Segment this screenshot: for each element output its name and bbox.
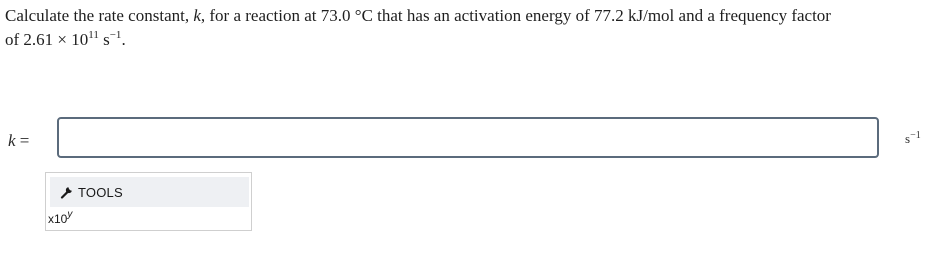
question-line2-prefix: of 2.61 × 10 (5, 30, 89, 49)
answer-variable-label (8, 131, 29, 151)
question-end: . (121, 30, 126, 49)
question-exponent: 11 (88, 29, 99, 41)
answer-variable-k: k (8, 131, 16, 150)
question-text (5, 4, 925, 54)
question-unit-exponent: −1 (109, 29, 122, 41)
scientific-notation-base: x10 (48, 212, 68, 226)
scientific-notation-exponent: y (67, 209, 73, 220)
answer-unit: s (905, 131, 911, 146)
tools-panel (45, 172, 252, 231)
question-line1-prefix: Calculate the rate constant, (5, 6, 194, 25)
answer-unit-label (905, 131, 921, 147)
answer-unit-exponent: −1 (910, 130, 921, 141)
question-line1-mid: , for a reaction at 73.0 °C that has an activation energy of 77.2 kJ/mol and a frequency factor (200, 6, 831, 25)
answer-equals-sign: = (15, 131, 30, 150)
question-variable-k: k (193, 6, 201, 25)
tools-label: TOOLS (78, 184, 123, 200)
scientific-notation-button[interactable] (48, 211, 72, 229)
answer-input[interactable] (57, 117, 879, 158)
question-unit: s (98, 30, 110, 49)
wrench-icon (60, 185, 74, 199)
tools-toggle-button[interactable] (50, 177, 249, 207)
